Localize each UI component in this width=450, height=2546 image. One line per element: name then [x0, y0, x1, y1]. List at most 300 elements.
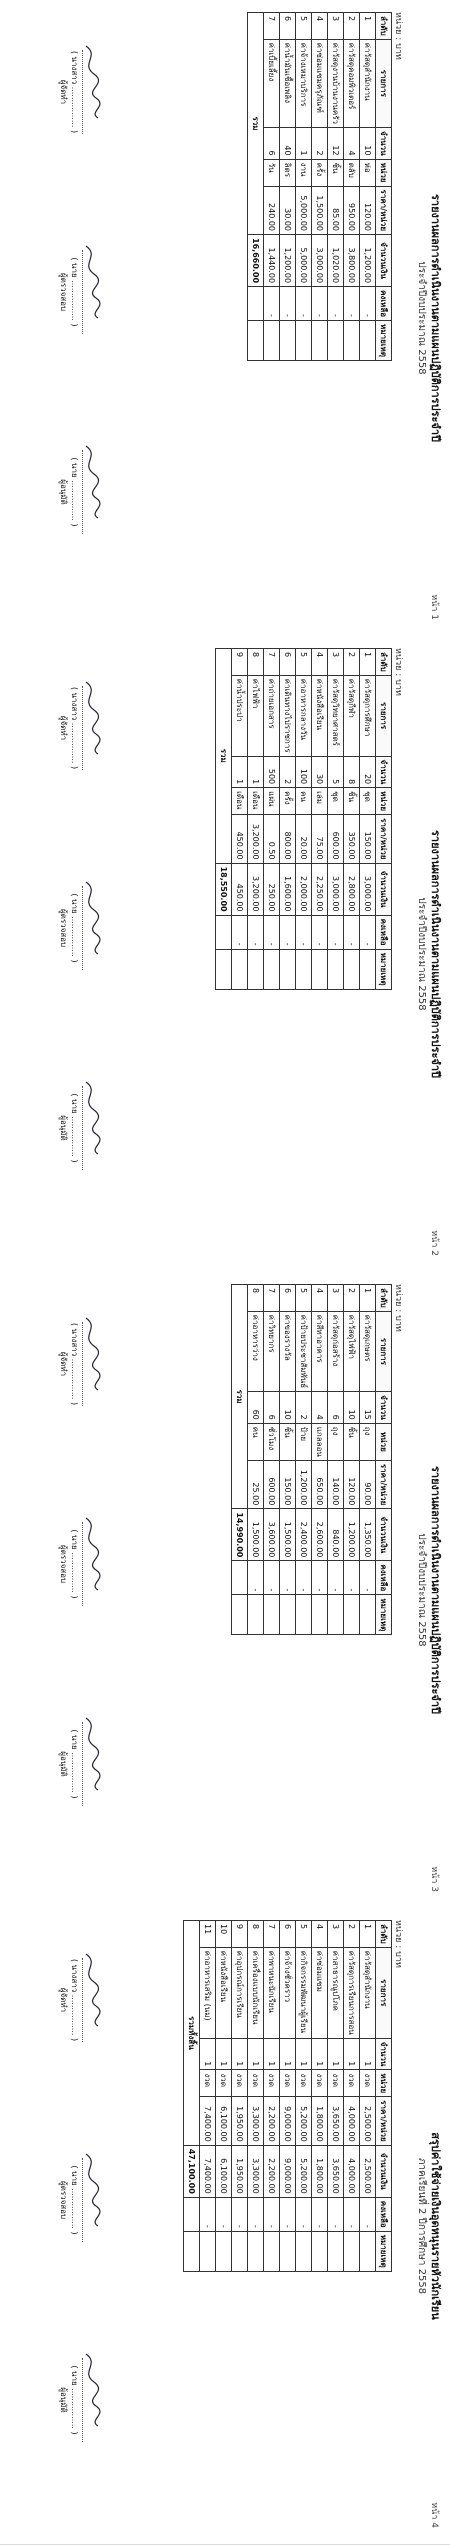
column-header: จำนวนเงิน — [376, 863, 392, 915]
table-header-row — [376, 13, 392, 361]
table-cell: 140.00 — [328, 1460, 344, 1508]
handwritten-signature — [78, 1514, 104, 1594]
table-cell — [264, 321, 280, 361]
table-cell — [360, 2231, 376, 2271]
table-cell: 3 — [328, 1285, 344, 1312]
column-header: หมายเหตุ — [376, 321, 392, 361]
table-cell: 600.00 — [328, 815, 344, 863]
table-cell: 5,200.00 — [296, 2145, 312, 2197]
signatory-name: ( นาย ................ ) — [70, 1529, 79, 1599]
handwritten-signature — [78, 2350, 104, 2430]
table-cell: - — [296, 287, 312, 321]
column-header: ลำดับ — [376, 13, 392, 40]
signatory-name: ( นางสาว ................ ) — [70, 1958, 79, 2042]
column-header: หมายเหตุ — [376, 1595, 392, 1635]
table-row — [312, 649, 328, 990]
handwritten-signature — [78, 1714, 104, 1794]
handwritten-signature — [78, 1314, 104, 1394]
table-cell: 1,500.00 — [280, 1509, 296, 1561]
page-rotated-content — [0, 1910, 450, 2542]
total-row — [248, 13, 264, 361]
signatory-role: ผู้อนุมัติ — [59, 479, 68, 505]
table-cell: 500 — [264, 756, 280, 788]
table-row — [280, 13, 296, 361]
table-cell: งวด — [296, 2070, 312, 2097]
table-cell: 4 — [312, 1921, 328, 1948]
table-cell: คน — [296, 788, 312, 815]
table-cell: - — [360, 2197, 376, 2231]
page-number: หน้า 2 — [429, 1230, 439, 1256]
table-cell: - — [200, 2197, 216, 2231]
page-subtitle: ประจำปีงบประมาณ 2558 — [416, 897, 427, 1011]
table-cell: 600.00 — [264, 1460, 280, 1508]
table-cell: ตลับ — [344, 159, 360, 186]
table-cell: ค่าวัสดุไฟฟ้า — [344, 1311, 360, 1391]
table-cell: ค่าจ้างชั่วคราว — [280, 1947, 296, 2038]
table-cell: 1,350.00 — [360, 1509, 376, 1561]
table-cell — [264, 949, 280, 989]
table-cell: 150.00 — [360, 815, 376, 863]
table-cell: 3,600.00 — [264, 1509, 280, 1561]
column-header: หมายเหตุ — [376, 2231, 392, 2271]
table-cell: 4,000.00 — [344, 2145, 360, 2197]
table-row — [232, 649, 248, 990]
table-cell: แกลลอน — [312, 1423, 328, 1460]
table-row — [232, 1921, 248, 2272]
handwritten-signature — [78, 678, 104, 758]
table-cell: 30 — [312, 756, 328, 788]
table-cell: คน — [248, 1423, 264, 1460]
page-title: รายงานผลการดำเนินงานตามแผนปฏิบัติการประจำปี — [429, 194, 442, 442]
table-cell — [264, 1595, 280, 1635]
table-cell: ค่าวัสดุสำนักงาน — [360, 1947, 376, 2038]
table-cell: 1 — [264, 2038, 280, 2070]
table-row — [216, 1921, 232, 2272]
table-row — [328, 1285, 344, 1635]
table-row — [296, 13, 312, 361]
table-cell: 3,800.00 — [344, 235, 360, 287]
table-cell: - — [296, 915, 312, 949]
column-header: หน่วย — [376, 159, 392, 186]
column-header: จำนวน — [376, 756, 392, 788]
table-cell: 100 — [296, 756, 312, 788]
table-cell: 3 — [328, 1921, 344, 1948]
table-cell: 7,400.00 — [200, 2145, 216, 2197]
signatory-role: ผู้จัดทำ — [59, 1987, 68, 2013]
column-header: ลำดับ — [376, 1285, 392, 1312]
table-row — [328, 1921, 344, 2272]
table-header-row — [376, 1285, 392, 1635]
table-cell: 6 — [280, 649, 296, 676]
table-cell: 15 — [360, 1392, 376, 1424]
table-cell: 9,000.00 — [280, 2145, 296, 2197]
signatory-role: ผู้ตรวจสอบ — [59, 272, 68, 312]
table-cell: ค่าพาหนะนักเรียน — [264, 1947, 280, 2038]
table-cell: งวด — [264, 2070, 280, 2097]
table-cell: - — [344, 1561, 360, 1595]
table-cell: ถุง — [328, 1423, 344, 1460]
column-header: คงเหลือ — [376, 915, 392, 949]
table-cell: ป้าย — [296, 1423, 312, 1460]
page-header — [414, 1920, 442, 2532]
total-value: 18,550.00 — [216, 863, 232, 915]
table-cell: 1 — [360, 13, 376, 40]
table-cell: 7 — [264, 13, 280, 40]
table-cell: 10 — [216, 1921, 232, 1948]
table-cell: งวด — [312, 2070, 328, 2097]
table-cell: - — [328, 287, 344, 321]
page-title: รายงานผลการดำเนินงานตามแผนปฏิบัติการประจำปี — [429, 1466, 442, 1714]
table-cell: 3,200.00 — [248, 863, 264, 915]
table-cell: ค่าน้ำประปา — [232, 675, 248, 756]
table-cell: 1,950.00 — [232, 2145, 248, 2197]
table-cell: 2 — [280, 756, 296, 788]
table-cell: 11 — [200, 1921, 216, 1948]
table-cell: 3,300.00 — [248, 2145, 264, 2197]
expense-table — [215, 648, 392, 990]
table-cell: ค่าเดินทางไปราชการ — [280, 675, 296, 756]
table-cell: 6,100.00 — [216, 2145, 232, 2197]
table-cell: งวด — [248, 2070, 264, 2097]
table-cell: 450.00 — [232, 863, 248, 915]
signatory-role: ผู้ตรวจสอบ — [59, 908, 68, 948]
table-cell: 5 — [296, 13, 312, 40]
table-cell — [360, 949, 376, 989]
table-row — [248, 1921, 264, 2272]
table-cell: งาน — [296, 159, 312, 186]
table-cell: 6 — [264, 128, 280, 160]
table-cell: งวด — [280, 2070, 296, 2097]
document-page — [0, 1272, 450, 1909]
table-cell: ถุง — [360, 1423, 376, 1460]
handwritten-signature — [78, 2150, 104, 2230]
handwritten-signature — [78, 42, 104, 122]
table-cell: ลิตร — [280, 159, 296, 186]
table-cell: 6 — [280, 13, 296, 40]
total-label: รวมทั้งสิ้น — [184, 1921, 200, 2146]
table-row — [360, 1285, 376, 1635]
table-cell: 60 — [248, 1392, 264, 1424]
table-cell: - — [328, 2197, 344, 2231]
table-cell: 1,500.00 — [312, 186, 328, 234]
table-cell: 1,600.00 — [280, 863, 296, 915]
table-cell: - — [264, 2197, 280, 2231]
signatory-name: ( นางสาว ................ ) — [70, 1322, 79, 1406]
table-cell: 650.00 — [312, 1460, 328, 1508]
table-row — [328, 13, 344, 361]
table-cell — [248, 1595, 264, 1635]
column-header: ลำดับ — [376, 1921, 392, 1948]
table-cell: 1,200.00 — [360, 235, 376, 287]
table-cell: - — [280, 1561, 296, 1595]
table-cell — [312, 2231, 328, 2271]
table-cell: 2 — [344, 1921, 360, 1948]
table-row — [344, 1285, 360, 1635]
table-cell: - — [296, 1561, 312, 1595]
signatory-name: ( นาย ................ ) — [70, 893, 79, 963]
table-cell: 1,800.00 — [312, 2145, 328, 2197]
table-cell: ค่าวัสดุสำนักงาน — [360, 39, 376, 127]
signatory-role: ผู้อนุมัติ — [59, 1115, 68, 1141]
total-label: รวม — [248, 13, 264, 235]
table-cell: 20 — [360, 756, 376, 788]
table-cell — [328, 321, 344, 361]
signatory-name: ( นาย ................ ) — [70, 2365, 79, 2435]
table-cell: 8 — [344, 756, 360, 788]
table-cell — [328, 2231, 344, 2271]
table-cell: - — [264, 287, 280, 321]
table-cell: งวด — [360, 2070, 376, 2097]
table-cell: ค่าวิทยากร — [264, 1311, 280, 1391]
table-cell — [344, 2231, 360, 2271]
table-cell: ค่าซ่อมแซมครุภัณฑ์ — [312, 39, 328, 127]
table-cell: 240.00 — [264, 186, 280, 234]
expense-table — [183, 1920, 392, 2272]
table-cell: 1 — [296, 2038, 312, 2070]
table-cell: ค่าป้ายประชาสัมพันธ์ — [296, 1311, 312, 1391]
table-cell: 120.00 — [360, 186, 376, 234]
table-cell: 3 — [328, 13, 344, 40]
handwritten-signature — [78, 1078, 104, 1158]
table-cell: - — [264, 1561, 280, 1595]
table-cell: - — [312, 287, 328, 321]
table-cell: 3,000.00 — [312, 235, 328, 287]
table-cell: 0.50 — [264, 815, 280, 863]
table-cell: 7,400.00 — [200, 2097, 216, 2145]
column-header: รายการ — [376, 675, 392, 756]
table-cell — [312, 949, 328, 989]
table-cell: 2 — [344, 13, 360, 40]
page-header — [414, 1284, 442, 1896]
table-cell: งวด — [200, 2070, 216, 2097]
table-cell: 3,000.00 — [328, 863, 344, 915]
column-header: จำนวนเงิน — [376, 1509, 392, 1561]
signatory-name: ( นางสาว ................ ) — [70, 50, 79, 134]
table-cell: ค่าของรางวัล — [280, 1311, 296, 1391]
signatory-role: ผู้ตรวจสอบ — [59, 1544, 68, 1584]
table-cell: 150.00 — [280, 1460, 296, 1508]
table-cell: ค่าวัสดุการศึกษา — [360, 675, 376, 756]
table-cell: เล่ม — [312, 788, 328, 815]
table-cell: 1 — [216, 2038, 232, 2070]
column-header: รายการ — [376, 39, 392, 127]
table-cell: 10 — [344, 1392, 360, 1424]
table-cell: 6,100.00 — [216, 2097, 232, 2145]
column-header: จำนวนเงิน — [376, 2145, 392, 2197]
column-header: จำนวนเงิน — [376, 235, 392, 287]
table-cell — [296, 2231, 312, 2271]
table-cell: 1 — [296, 128, 312, 160]
signatory-name: ( นาย ................ ) — [70, 1093, 79, 1163]
table-cell: 1 — [232, 756, 248, 788]
table-cell: 25.00 — [248, 1460, 264, 1508]
table-cell: ค่าสีทาอาคาร — [312, 1311, 328, 1391]
table-cell: - — [312, 1561, 328, 1595]
table-cell: ค่าอาหารเสริม (นม) — [200, 1947, 216, 2038]
table-cell: 2,800.00 — [344, 863, 360, 915]
table-cell: 3,300.00 — [248, 2097, 264, 2145]
table-cell: - — [248, 1561, 264, 1595]
table-cell: - — [216, 2197, 232, 2231]
page-rotated-content — [0, 1274, 450, 1906]
page-header — [414, 12, 442, 624]
page-number: หน้า 1 — [429, 594, 439, 620]
table-cell: 2 — [344, 1285, 360, 1312]
table-cell: ครั้ง — [280, 788, 296, 815]
table-cell: 9 — [232, 649, 248, 676]
table-cell: 1 — [360, 1921, 376, 1948]
table-row — [248, 649, 264, 990]
table-cell: - — [248, 915, 264, 949]
table-cell: ค่าไฟฟ้า — [248, 675, 264, 756]
table-cell: 4 — [312, 1285, 328, 1312]
table-cell — [344, 949, 360, 989]
table-cell: 840.00 — [328, 1509, 344, 1561]
table-cell — [280, 949, 296, 989]
table-cell: ค่าวัสดุกีฬา — [344, 675, 360, 756]
table-cell: 1 — [248, 756, 264, 788]
table-cell: 2,400.00 — [296, 1509, 312, 1561]
total-label: รวม — [216, 649, 232, 864]
table-cell: งวด — [344, 2070, 360, 2097]
table-cell: ค่าเครื่องแบบนักเรียน — [248, 1947, 264, 2038]
signatory-role: ผู้จัดทำ — [59, 715, 68, 741]
table-cell: 2,600.00 — [312, 1509, 328, 1561]
column-header: ราคา/หน่วย — [376, 1460, 392, 1508]
table-cell: ค่าวัสดุงานบ้านงานครัว — [328, 39, 344, 127]
table-cell: งวด — [232, 2070, 248, 2097]
table-cell: 6 — [280, 1285, 296, 1312]
signatory-role: ผู้อนุมัติ — [59, 1751, 68, 1777]
column-header: คงเหลือ — [376, 287, 392, 321]
table-cell: 6 — [264, 1392, 280, 1424]
table-cell — [344, 321, 360, 361]
table-cell: ค่าวัสดุวิทยาศาสตร์ — [328, 675, 344, 756]
table-cell: 3,650.00 — [328, 2097, 344, 2145]
signatory-name: ( นาย ................ ) — [70, 457, 79, 527]
table-cell: ค่าวัสดุเกษตร — [360, 1311, 376, 1391]
table-cell: ชุด — [328, 788, 344, 815]
table-cell: 4 — [312, 13, 328, 40]
table-cell: 9,000.00 — [280, 2097, 296, 2145]
table-cell: 1,020.00 — [328, 235, 344, 287]
signatory-name: ( นางสาว ................ ) — [70, 686, 79, 770]
table-cell: 1,200.00 — [344, 1509, 360, 1561]
table-cell: 9 — [232, 1921, 248, 1948]
table-row — [264, 1285, 280, 1635]
table-cell: - — [280, 2197, 296, 2231]
table-cell — [232, 2231, 248, 2271]
table-cell: 1 — [344, 2038, 360, 2070]
table-cell: เดือน — [232, 788, 248, 815]
table-cell: ค่าวัสดุการเรียนการสอน — [344, 1947, 360, 2038]
table-cell: 2 — [296, 1392, 312, 1424]
total-value: 14,990.00 — [232, 1509, 248, 1561]
table-cell: - — [312, 915, 328, 949]
handwritten-signature — [78, 878, 104, 958]
table-cell: 20.00 — [296, 815, 312, 863]
page-subtitle: ประจำปีงบประมาณ 2558 — [416, 261, 427, 375]
column-header: หน่วย — [376, 2070, 392, 2097]
signatory-name: ( นาย ................ ) — [70, 1729, 79, 1799]
table-header-row — [376, 1921, 392, 2272]
table-cell — [360, 1595, 376, 1635]
table-cell: - — [360, 1561, 376, 1595]
table-cell: 4 — [312, 1392, 328, 1424]
document-page — [0, 1908, 450, 2545]
page-number: หน้า 4 — [429, 2502, 439, 2528]
table-cell: - — [296, 2197, 312, 2231]
table-row — [296, 1285, 312, 1635]
table-cell: เดือน — [248, 788, 264, 815]
table-cell: แผ่น — [264, 788, 280, 815]
column-header: คงเหลือ — [376, 1561, 392, 1595]
table-cell: ค่าซ่อมแซม — [312, 1947, 328, 2038]
table-cell: 6 — [280, 1921, 296, 1948]
table-row — [248, 1285, 264, 1635]
table-cell — [360, 321, 376, 361]
page-rotated-content — [0, 2, 450, 634]
table-cell: 5 — [328, 756, 344, 788]
table-cell: 3,200.00 — [248, 815, 264, 863]
table-cell — [344, 1595, 360, 1635]
table-cell: ค่าถ่ายเอกสาร — [264, 675, 280, 756]
table-cell: 4 — [344, 128, 360, 160]
column-header: ราคา/หน่วย — [376, 2097, 392, 2145]
page-number: หน้า 3 — [429, 1866, 439, 1892]
column-header: จำนวน — [376, 128, 392, 160]
table-cell: 1 — [312, 2038, 328, 2070]
unit-note: หน่วย : บาท — [393, 1284, 403, 1332]
table-cell: 6 — [328, 1392, 344, 1424]
signatory-role: ผู้ตรวจสอบ — [59, 2180, 68, 2220]
table-cell: 1 — [328, 2038, 344, 2070]
table-row — [312, 13, 328, 361]
table-cell: ค่าอาหารกลางวัน — [296, 675, 312, 756]
table-row — [360, 1921, 376, 2272]
table-cell: ค่าวัสดุก่อสร้าง — [328, 1311, 344, 1391]
table-cell: 2 — [344, 649, 360, 676]
table-cell: - — [344, 287, 360, 321]
table-cell: 1,950.00 — [232, 2097, 248, 2145]
table-cell: - — [344, 915, 360, 949]
table-row — [360, 13, 376, 361]
table-cell — [328, 1595, 344, 1635]
table-cell: 90.00 — [360, 1460, 376, 1508]
table-cell: 950.00 — [344, 186, 360, 234]
table-cell: 8 — [248, 1285, 264, 1312]
table-cell: 120.00 — [344, 1460, 360, 1508]
table-cell: 10 — [360, 128, 376, 160]
page-header — [414, 648, 442, 1260]
unit-note: หน่วย : บาท — [393, 1920, 403, 1968]
handwritten-signature — [78, 442, 104, 522]
table-cell: 7 — [264, 1921, 280, 1948]
table-row — [344, 13, 360, 361]
table-cell: - — [232, 2197, 248, 2231]
table-cell: ชิ้น — [280, 1423, 296, 1460]
table-row — [280, 1285, 296, 1635]
table-cell: 5 — [296, 1285, 312, 1312]
column-header: คงเหลือ — [376, 2197, 392, 2231]
table-cell: ค่าวัสดุคอมพิวเตอร์ — [344, 39, 360, 127]
table-cell: 85.00 — [328, 186, 344, 234]
table-cell — [264, 2231, 280, 2271]
page-title: สรุปค่าใช้จ่ายเงินอุดหนุนรายหัวนักเรียน — [429, 2132, 442, 2320]
column-header: ราคา/หน่วย — [376, 186, 392, 234]
table-cell: 40 — [280, 128, 296, 160]
table-cell: - — [280, 287, 296, 321]
